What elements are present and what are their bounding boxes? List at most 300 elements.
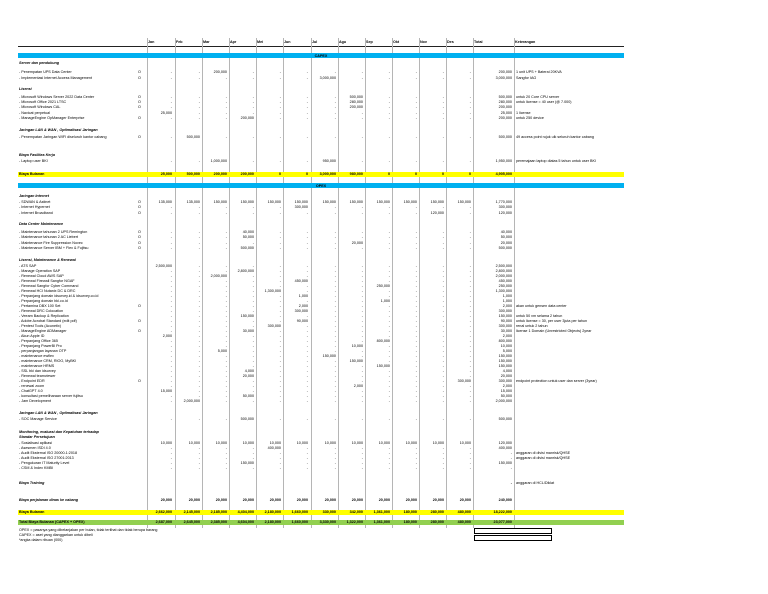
cell-value: - <box>469 344 471 348</box>
cell-value: 200,000 <box>213 70 227 74</box>
section-title: Monitoring, evaluasi dan Kepatuhan terhadap <box>19 430 99 434</box>
cell-value: - <box>361 279 363 283</box>
cell-value: 200,000 <box>240 116 254 120</box>
cell-value: - <box>334 246 336 250</box>
cell-value: - <box>442 399 444 403</box>
row-label: - ManageEngine OpManager Enterprise <box>19 116 85 120</box>
cell-value: - <box>279 116 281 120</box>
section-title: Biaya Training <box>19 481 45 485</box>
cell-value: - <box>334 70 336 74</box>
cell-value: 0 <box>387 172 390 176</box>
row-label: - ChatGPT 4.0 <box>19 389 43 393</box>
cell-value: - <box>469 299 471 303</box>
cell-value: - <box>306 211 308 215</box>
cell-value: - <box>170 289 172 293</box>
footnote: *angka dalam ribuan (000) <box>19 538 63 542</box>
cell-value: - <box>279 354 281 358</box>
cell-value: - <box>170 230 172 234</box>
cell-value: - <box>306 235 308 239</box>
cell-value: - <box>415 294 417 298</box>
cell-value: - <box>225 364 227 368</box>
cell-value: - <box>388 349 390 353</box>
cell-value: - <box>170 235 172 239</box>
cell-value: 4,404,000 <box>237 510 254 514</box>
cell-value: - <box>252 349 254 353</box>
cell-value: - <box>334 111 336 115</box>
cell-value: - <box>279 264 281 268</box>
cell-value: - <box>388 289 390 293</box>
capex-opex-mark: O <box>138 76 141 80</box>
cell-value: - <box>225 230 227 234</box>
cell-value: 1,300,000 <box>264 289 281 293</box>
cell-value: - <box>388 135 390 139</box>
cell-value: - <box>306 299 308 303</box>
cell-value: 250,000 <box>376 284 390 288</box>
cell-value: - <box>252 279 254 283</box>
cell-value: - <box>306 359 308 363</box>
cell-value: - <box>415 394 417 398</box>
cell-value: - <box>469 116 471 120</box>
cell-value: - <box>469 394 471 398</box>
cell-value: - <box>415 284 417 288</box>
row-label: - Maintenance Fire Suppression Novec <box>19 241 83 245</box>
row-total: 90,000 <box>500 319 512 323</box>
row-label: - Veeam Backup & Replication <box>19 314 69 318</box>
cell-value: - <box>198 211 200 215</box>
cell-value: 0 <box>305 172 308 176</box>
cell-value: - <box>388 241 390 245</box>
row-label: - Penempatan Jaringan WIFI diseluruh kantor cabang <box>19 135 107 139</box>
cell-value: - <box>388 205 390 209</box>
cell-value: - <box>361 264 363 268</box>
cell-value: - <box>279 384 281 388</box>
cell-value: - <box>279 334 281 338</box>
row-label: - Manage Operation SAP <box>19 269 61 273</box>
cell-value: - <box>198 319 200 323</box>
cell-value: 10,000 <box>215 441 227 445</box>
cell-value: - <box>442 279 444 283</box>
capex-opex-mark: O <box>138 95 141 99</box>
cell-value: - <box>415 76 417 80</box>
cell-value: - <box>170 76 172 80</box>
cell-value: - <box>225 394 227 398</box>
cell-value: - <box>198 374 200 378</box>
cell-value: - <box>388 374 390 378</box>
cell-value: 1,660,000 <box>291 510 308 514</box>
cell-value: 4,000 <box>244 369 254 373</box>
cell-value: - <box>442 329 444 333</box>
row-label: - SOC Manage Service <box>19 417 57 421</box>
cell-value: - <box>388 105 390 109</box>
cell-value: - <box>361 379 363 383</box>
cell-value: - <box>361 389 363 393</box>
capex-opex-mark: O <box>138 329 141 333</box>
cell-value: - <box>225 205 227 209</box>
cell-value: - <box>334 369 336 373</box>
cell-value: - <box>279 466 281 470</box>
cell-value: - <box>170 205 172 209</box>
cell-value: - <box>170 159 172 163</box>
row-total: 50,000 <box>500 235 512 239</box>
row-total: 450,000 <box>498 279 512 283</box>
cell-value: - <box>198 384 200 388</box>
cell-value: - <box>306 274 308 278</box>
row-total: 2,000,000 <box>495 399 512 403</box>
cell-value: - <box>469 466 471 470</box>
row-label: - Audit Eksternal ISO 20000-1:2018 <box>19 451 78 455</box>
cell-value: - <box>279 111 281 115</box>
cell-value: - <box>170 100 172 104</box>
row-total: 150,000 <box>498 364 512 368</box>
cell-value: - <box>170 105 172 109</box>
cell-value: 2,687,000 <box>155 520 172 524</box>
row-total: 2,000 <box>502 304 512 308</box>
cell-value: - <box>388 417 390 421</box>
cell-value: - <box>361 446 363 450</box>
cell-value: - <box>361 304 363 308</box>
cell-value: - <box>198 446 200 450</box>
cell-value: - <box>279 309 281 313</box>
cell-value: - <box>388 314 390 318</box>
cell-value: - <box>198 105 200 109</box>
cell-value: - <box>225 241 227 245</box>
cell-value: - <box>442 111 444 115</box>
cell-value: - <box>469 211 471 215</box>
cell-value: 2,000,000 <box>210 274 227 278</box>
cell-value: - <box>442 70 444 74</box>
row-note: anggaran di divisi manrisk/QHSE <box>516 451 571 455</box>
row-note: akan untuk gensen data center <box>516 304 567 308</box>
capex-opex-mark: O <box>138 246 141 250</box>
cell-value: 25,000 <box>160 111 172 115</box>
cell-value: 150,000 <box>213 200 227 204</box>
cell-value: 150,000 <box>294 200 308 204</box>
cell-value: - <box>252 274 254 278</box>
cell-value: - <box>469 354 471 358</box>
cell-value: - <box>334 309 336 313</box>
cell-value: - <box>279 279 281 283</box>
cell-value: - <box>388 456 390 460</box>
cell-value: - <box>388 235 390 239</box>
cell-value: - <box>361 451 363 455</box>
cell-value: - <box>252 364 254 368</box>
cell-value: 150,000 <box>376 200 390 204</box>
row-note: license 1 Domain (Unrestricted Objects) 2year <box>516 329 592 333</box>
cell-value: - <box>198 116 200 120</box>
cell-value: - <box>442 451 444 455</box>
cell-value: - <box>225 105 227 109</box>
cell-value: - <box>279 284 281 288</box>
cell-value: - <box>198 279 200 283</box>
cell-value: - <box>415 344 417 348</box>
month-header: Mei <box>257 40 264 44</box>
cell-value: - <box>334 334 336 338</box>
cell-value: - <box>198 456 200 460</box>
cell-value: - <box>415 135 417 139</box>
cell-value: - <box>198 417 200 421</box>
cell-value: - <box>252 446 254 450</box>
row-label: - Perpanjang domain bki.co.id <box>19 299 68 303</box>
cell-value: - <box>442 349 444 353</box>
row-total: 23,077,000 <box>493 520 512 524</box>
cell-value: - <box>198 241 200 245</box>
cell-value: - <box>225 309 227 313</box>
row-total: 150,000 <box>498 359 512 363</box>
cell-value: 500,000 <box>186 135 200 139</box>
cell-value: - <box>469 241 471 245</box>
cell-value: - <box>442 389 444 393</box>
cell-value: 15,000 <box>160 389 172 393</box>
cell-value: - <box>469 246 471 250</box>
cell-value: - <box>388 70 390 74</box>
row-total: - <box>510 466 512 470</box>
cell-value: - <box>442 235 444 239</box>
cell-value: - <box>306 324 308 328</box>
cell-value: - <box>306 354 308 358</box>
cell-value: - <box>225 211 227 215</box>
legend-box-2 <box>474 535 552 541</box>
cell-value: - <box>442 230 444 234</box>
cell-value: 150,000 <box>322 354 336 358</box>
cell-value: - <box>415 235 417 239</box>
row-total: 3,000,000 <box>495 76 512 80</box>
cell-value: 300,000 <box>294 309 308 313</box>
cell-value: 2,500,000 <box>155 264 172 268</box>
cell-value: - <box>198 304 200 308</box>
cell-value: - <box>469 304 471 308</box>
cell-value: 10,000 <box>459 441 471 445</box>
row-label: - Renewal DRC Colocation <box>19 309 64 313</box>
cell-value: - <box>334 349 336 353</box>
cell-value: 1,000 <box>380 299 390 303</box>
cell-value: - <box>469 264 471 268</box>
cell-value: 180,000 <box>403 520 417 524</box>
cell-value: - <box>225 235 227 239</box>
cell-value: 10,000 <box>269 441 281 445</box>
section-title: Server dan pendukung <box>19 61 59 65</box>
cell-value: 135,000 <box>186 200 200 204</box>
cell-value: - <box>442 384 444 388</box>
cell-value: - <box>198 284 200 288</box>
cell-value: - <box>225 466 227 470</box>
cell-value: - <box>306 230 308 234</box>
cell-value: - <box>279 379 281 383</box>
month-header: Mar <box>203 40 210 44</box>
cell-value: - <box>469 349 471 353</box>
cell-value: 20,000 <box>324 498 336 502</box>
cell-value: - <box>361 339 363 343</box>
section-title: Data Center Maintenance <box>19 222 64 226</box>
cell-value: - <box>306 461 308 465</box>
row-total: 300,000 <box>498 205 512 209</box>
footnote: CAPEX = aset yang dianggarkan untuk dibeli <box>19 533 93 537</box>
cell-value: - <box>415 417 417 421</box>
row-label: Total Biaya Bulanan (CAPEX + OPEX) <box>19 520 85 524</box>
cell-value: - <box>225 399 227 403</box>
note-header: Keterangan <box>515 40 536 44</box>
cell-value: - <box>442 269 444 273</box>
row-note: renal untuk 2 tahun <box>516 324 548 328</box>
cell-value: - <box>225 116 227 120</box>
cell-value: - <box>334 384 336 388</box>
cell-value: - <box>334 389 336 393</box>
cell-value: - <box>361 111 363 115</box>
cell-value: - <box>334 364 336 368</box>
cell-value: - <box>279 230 281 234</box>
cell-value: 150,000 <box>376 364 390 368</box>
cell-value: 1,361,000 <box>373 510 390 514</box>
cell-value: - <box>469 374 471 378</box>
capex-opex-mark: O <box>138 319 141 323</box>
cell-value: - <box>415 451 417 455</box>
cell-value: - <box>361 159 363 163</box>
row-label: - Renewal Firewall Sangfor NGAF <box>19 279 75 283</box>
cell-value: - <box>415 369 417 373</box>
row-total: 2,000 <box>502 384 512 388</box>
row-total: 25,000 <box>500 111 512 115</box>
row-note: 1 license <box>516 111 531 115</box>
cell-value: - <box>442 374 444 378</box>
cell-value: - <box>170 95 172 99</box>
cell-value: - <box>279 329 281 333</box>
cell-value: - <box>334 294 336 298</box>
cell-value: - <box>306 374 308 378</box>
cell-value: - <box>198 451 200 455</box>
row-label: - maintenance ewflex <box>19 354 54 358</box>
cell-value: - <box>388 466 390 470</box>
cell-value: - <box>388 319 390 323</box>
row-total: 4,000 <box>502 369 512 373</box>
cell-value: - <box>442 135 444 139</box>
cell-value: - <box>225 389 227 393</box>
cell-value: - <box>469 279 471 283</box>
cell-value: - <box>442 159 444 163</box>
cell-value: - <box>442 205 444 209</box>
cell-value: - <box>361 269 363 273</box>
row-total: - <box>510 456 512 460</box>
cell-value: - <box>279 417 281 421</box>
cell-value: - <box>361 235 363 239</box>
row-label: - Pengukuran IT Maturity Level <box>19 461 70 465</box>
opex-band <box>18 183 624 188</box>
capex-opex-mark: O <box>138 105 141 109</box>
cell-value: 2,645,000 <box>183 520 200 524</box>
row-label: Biaya Bulanan <box>19 510 45 514</box>
cell-value: - <box>279 246 281 250</box>
cell-value: - <box>361 461 363 465</box>
cell-value: - <box>442 314 444 318</box>
row-total: 5,000 <box>502 349 512 353</box>
cell-value: - <box>279 211 281 215</box>
cell-value: - <box>306 95 308 99</box>
capex-label: CAPEX <box>314 53 328 58</box>
cell-value: - <box>388 369 390 373</box>
row-total: 120,000 <box>498 211 512 215</box>
month-header: Apr <box>230 40 237 44</box>
cell-value: 300,000 <box>294 205 308 209</box>
cell-value: - <box>170 394 172 398</box>
cell-value: - <box>361 417 363 421</box>
cell-value: 400,000 <box>267 446 281 450</box>
cell-value: - <box>334 417 336 421</box>
cell-value: - <box>306 344 308 348</box>
total-header: Total <box>474 40 483 44</box>
row-total: 40,000 <box>500 230 512 234</box>
cell-value: - <box>225 269 227 273</box>
cell-value: - <box>225 354 227 358</box>
cell-value: - <box>252 70 254 74</box>
cell-value: - <box>415 374 417 378</box>
cell-value: - <box>279 235 281 239</box>
cell-value: - <box>252 389 254 393</box>
cell-value: - <box>334 289 336 293</box>
cell-value: 2,180,000 <box>264 520 281 524</box>
cell-value: - <box>198 389 200 393</box>
cell-value: - <box>252 319 254 323</box>
row-note: Sangfor IAG <box>516 76 537 80</box>
cell-value: - <box>469 451 471 455</box>
cell-value: - <box>442 324 444 328</box>
cell-value: - <box>469 314 471 318</box>
row-total: 2,800,000 <box>495 269 512 273</box>
cell-value: - <box>415 274 417 278</box>
cell-value: - <box>279 359 281 363</box>
cell-value: - <box>469 284 471 288</box>
cell-value: - <box>469 384 471 388</box>
row-label: - Adobe Acrobat Standard (edit pdf) <box>19 319 77 323</box>
cell-value: - <box>306 379 308 383</box>
cell-value: - <box>415 319 417 323</box>
row-total: 15,000 <box>500 389 512 393</box>
cell-value: - <box>388 111 390 115</box>
cell-value: 2,000,000 <box>183 399 200 403</box>
cell-value: - <box>252 344 254 348</box>
cell-value: - <box>361 369 363 373</box>
cell-value: - <box>170 246 172 250</box>
cell-value: - <box>388 269 390 273</box>
row-label: - Microsoft Windows Server 2022 Data Center <box>19 95 95 99</box>
cell-value: - <box>334 100 336 104</box>
cell-value: - <box>198 349 200 353</box>
cell-value: - <box>170 446 172 450</box>
cell-value: - <box>252 159 254 163</box>
row-note: 1 unit UPS + Baterai 20KVA <box>516 70 562 74</box>
cell-value: 2,385,000 <box>210 520 227 524</box>
cell-value: - <box>334 314 336 318</box>
cell-value: - <box>388 446 390 450</box>
cell-value: - <box>306 446 308 450</box>
cell-value: - <box>361 211 363 215</box>
cell-value: - <box>225 264 227 268</box>
cell-value: - <box>442 394 444 398</box>
opex-label: OPEX <box>315 183 327 188</box>
cell-value: - <box>442 339 444 343</box>
cell-value: - <box>279 319 281 323</box>
row-note: untuk license = 40 user (@ 7.000) <box>516 100 572 104</box>
capex-opex-mark: O <box>138 70 141 74</box>
cell-value: - <box>361 319 363 323</box>
cell-value: 20,000 <box>351 498 363 502</box>
cell-value: - <box>442 289 444 293</box>
cell-value: - <box>388 279 390 283</box>
cell-value: - <box>306 369 308 373</box>
cell-value: - <box>225 446 227 450</box>
cell-value: - <box>415 359 417 363</box>
cell-value: 1,322,000 <box>346 520 363 524</box>
cell-value: - <box>306 334 308 338</box>
cell-value: - <box>388 379 390 383</box>
cell-value: - <box>306 159 308 163</box>
